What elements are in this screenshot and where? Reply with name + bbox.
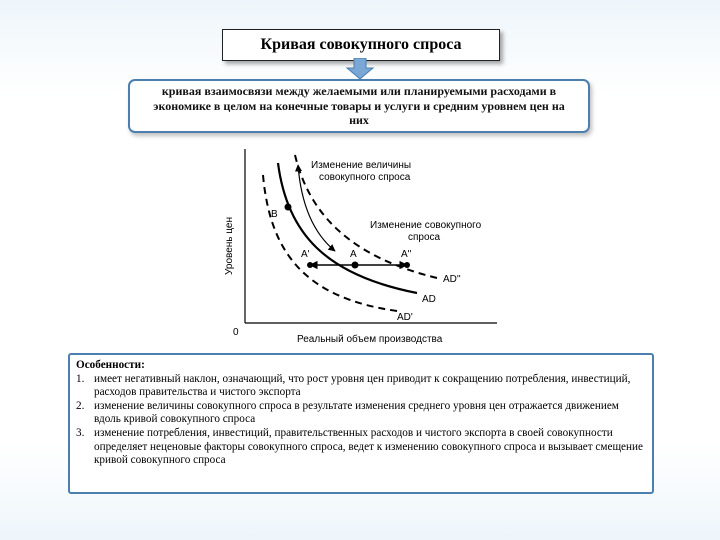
curve-ad-prime — [263, 175, 397, 311]
annotation-quantity-change-line2: совокупного спроса — [319, 172, 411, 183]
label-ad-prime: AD' — [397, 312, 413, 323]
list-item-text: изменение величины совокупного спроса в результате изменения среднего уровня цен отражается движением вдоль кривой совокупного спроса — [94, 399, 619, 426]
label-ad-double-prime: AD'' — [443, 274, 461, 285]
list-item-text: имеет негативный наклон, означающий, что рост уровня цен приводит к сокращению потребления, инвестиций, расходов правительства и чистого экспорта — [94, 372, 631, 399]
list-item-number: 1. — [76, 372, 85, 385]
definition-text: кривая взаимосвязи между желаемыми или планируемыми расходами в экономике в целом на конечные товары и услуги и средним уровнем цен на них — [153, 84, 565, 128]
x-axis-label: Реальный объем производства — [297, 334, 443, 345]
y-axis-label: Уровень цен — [224, 217, 235, 275]
label-a-double-prime: A'' — [401, 249, 412, 260]
aggregate-demand-graph — [215, 143, 507, 355]
down-arrow-icon — [345, 58, 375, 80]
list-item — [76, 427, 646, 468]
definition-box — [128, 79, 590, 133]
list-item-text: изменение потребления, инвестиций, правительственных расходов и чистого экспорта в своей совокупности определяет неценовые факторы совокупного спроса, ведет к изменению совокупного спроса и вызывает смещение кривой совокупного спроса — [94, 426, 643, 467]
list-item-number: 3. — [76, 426, 85, 439]
label-b: B — [271, 209, 278, 220]
page-title: Кривая совокупного спроса — [222, 29, 500, 61]
point-a-double-prime — [404, 262, 410, 268]
label-a: A — [350, 249, 357, 260]
list-item-number: 2. — [76, 399, 85, 412]
list-item — [76, 373, 646, 400]
annotation-demand-change-line1: Изменение совокупного — [370, 220, 482, 231]
point-b — [285, 204, 292, 211]
origin-label: 0 — [233, 327, 239, 338]
features-list — [76, 373, 646, 468]
features-box — [68, 353, 654, 494]
list-item — [76, 400, 646, 427]
features-heading: Особенности: — [76, 359, 145, 371]
annotation-quantity-change-line1: Изменение величины — [311, 160, 412, 171]
point-a-prime — [307, 262, 313, 268]
label-a-prime: A' — [301, 249, 310, 260]
label-ad: AD — [422, 294, 436, 305]
annotation-demand-change-line2: спроса — [408, 232, 441, 243]
point-a — [352, 262, 359, 269]
